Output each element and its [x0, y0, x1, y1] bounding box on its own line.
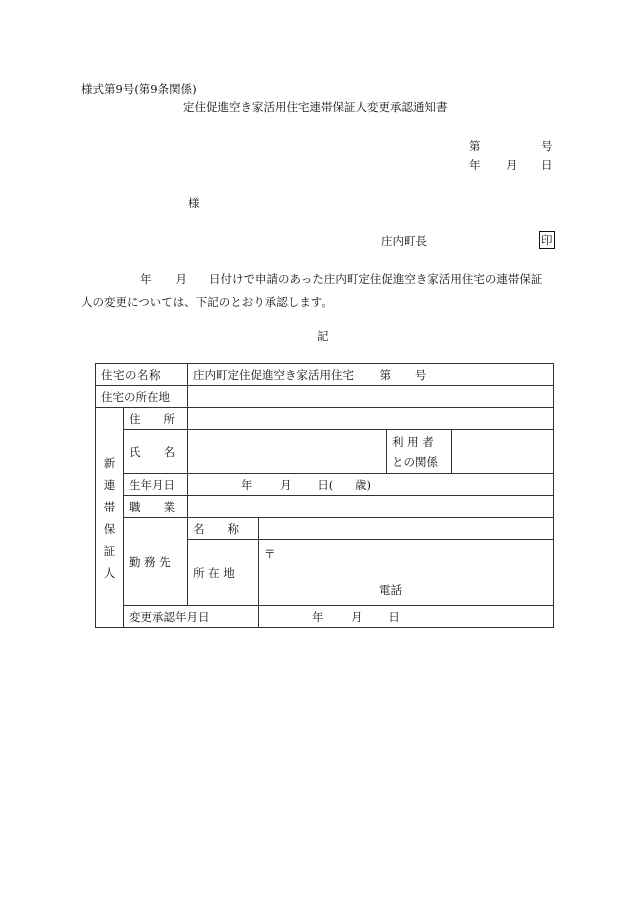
change-day: 日 [388, 609, 400, 624]
vertical-char: 保 [103, 521, 116, 536]
change-month: 月 [351, 609, 363, 624]
relation-label [387, 430, 452, 474]
birthdate-value [188, 474, 554, 496]
postal-mark: 〒 [264, 547, 276, 561]
birthdate-age: 歳) [354, 477, 371, 492]
vertical-char: 帯 [103, 499, 116, 514]
name-value [188, 430, 387, 474]
body-year: 年 [140, 272, 152, 286]
issuer-name: 庄内町長 [381, 234, 427, 248]
change-date-label: 変更承認年月日 [124, 606, 259, 628]
vertical-char: 新 [103, 455, 116, 470]
relation-label-line2: との関係 [392, 454, 438, 469]
doc-number-go: 号 [541, 139, 553, 153]
row-workplace-name [96, 518, 554, 540]
workplace-address-value [259, 540, 554, 606]
vertical-char: 証 [103, 543, 116, 558]
name-label: 氏 名 [124, 430, 188, 474]
workplace-address-label: 所 在 地 [188, 540, 259, 606]
row-occupation [96, 496, 554, 518]
relation-value [452, 430, 554, 474]
body-line2: 人の変更については、下記のとおり承認します。 [81, 295, 333, 309]
form-number: 様式第9号(第9条関係) [81, 82, 197, 96]
birthdate-day: 日( [317, 477, 334, 492]
birthdate-year: 年 [241, 477, 253, 492]
date-year: 年 [469, 158, 481, 172]
occupation-value [188, 496, 554, 518]
vertical-char: 連 [103, 477, 116, 492]
birthdate-month: 月 [280, 477, 292, 492]
seal-mark: 印 [541, 233, 553, 247]
row-change-date [96, 606, 554, 628]
phone-label: 電話 [379, 583, 402, 597]
occupation-label: 職 業 [124, 496, 188, 518]
change-date-value [259, 606, 554, 628]
row-guarantor-name [96, 430, 554, 474]
house-name-label: 住宅の名称 [96, 364, 188, 386]
body-paragraph [81, 268, 553, 314]
house-number-dai: 第 [379, 367, 392, 382]
change-year: 年 [312, 609, 324, 624]
house-address-value [188, 386, 554, 408]
date-day: 日 [541, 158, 553, 172]
house-number-go: 号 [414, 367, 427, 382]
workplace-name-label: 名 称 [188, 518, 259, 540]
workplace-label: 勤 務 先 [124, 518, 188, 606]
address-label: 住 所 [124, 408, 188, 430]
relation-label-line1: 利 用 者 [392, 434, 434, 449]
body-line1-rest: 日付けで申請のあった庄内町定住促進空き家活用住宅の連帯保証 [209, 272, 543, 286]
birthdate-label: 生年月日 [124, 474, 188, 496]
body-month: 月 [175, 272, 187, 286]
row-birthdate [96, 474, 554, 496]
addressee-honorific: 様 [188, 196, 200, 210]
ki-notation: 記 [317, 329, 329, 343]
row-house-address [96, 386, 554, 408]
row-house-name [96, 364, 554, 386]
row-guarantor-address [96, 408, 554, 430]
doc-number-dai: 第 [469, 139, 481, 153]
workplace-name-value [259, 518, 554, 540]
house-address-label: 住宅の所在地 [96, 386, 188, 408]
new-guarantor-group-label [96, 408, 124, 628]
guarantor-change-table [95, 363, 554, 628]
house-name-cell [188, 364, 554, 386]
date-month: 月 [506, 158, 518, 172]
vertical-char: 人 [103, 565, 116, 580]
address-value [188, 408, 554, 430]
house-name-value: 庄内町定住促進空き家活用住宅 [193, 367, 354, 382]
document-title: 定住促進空き家活用住宅連帯保証人変更承認通知書 [183, 100, 448, 114]
